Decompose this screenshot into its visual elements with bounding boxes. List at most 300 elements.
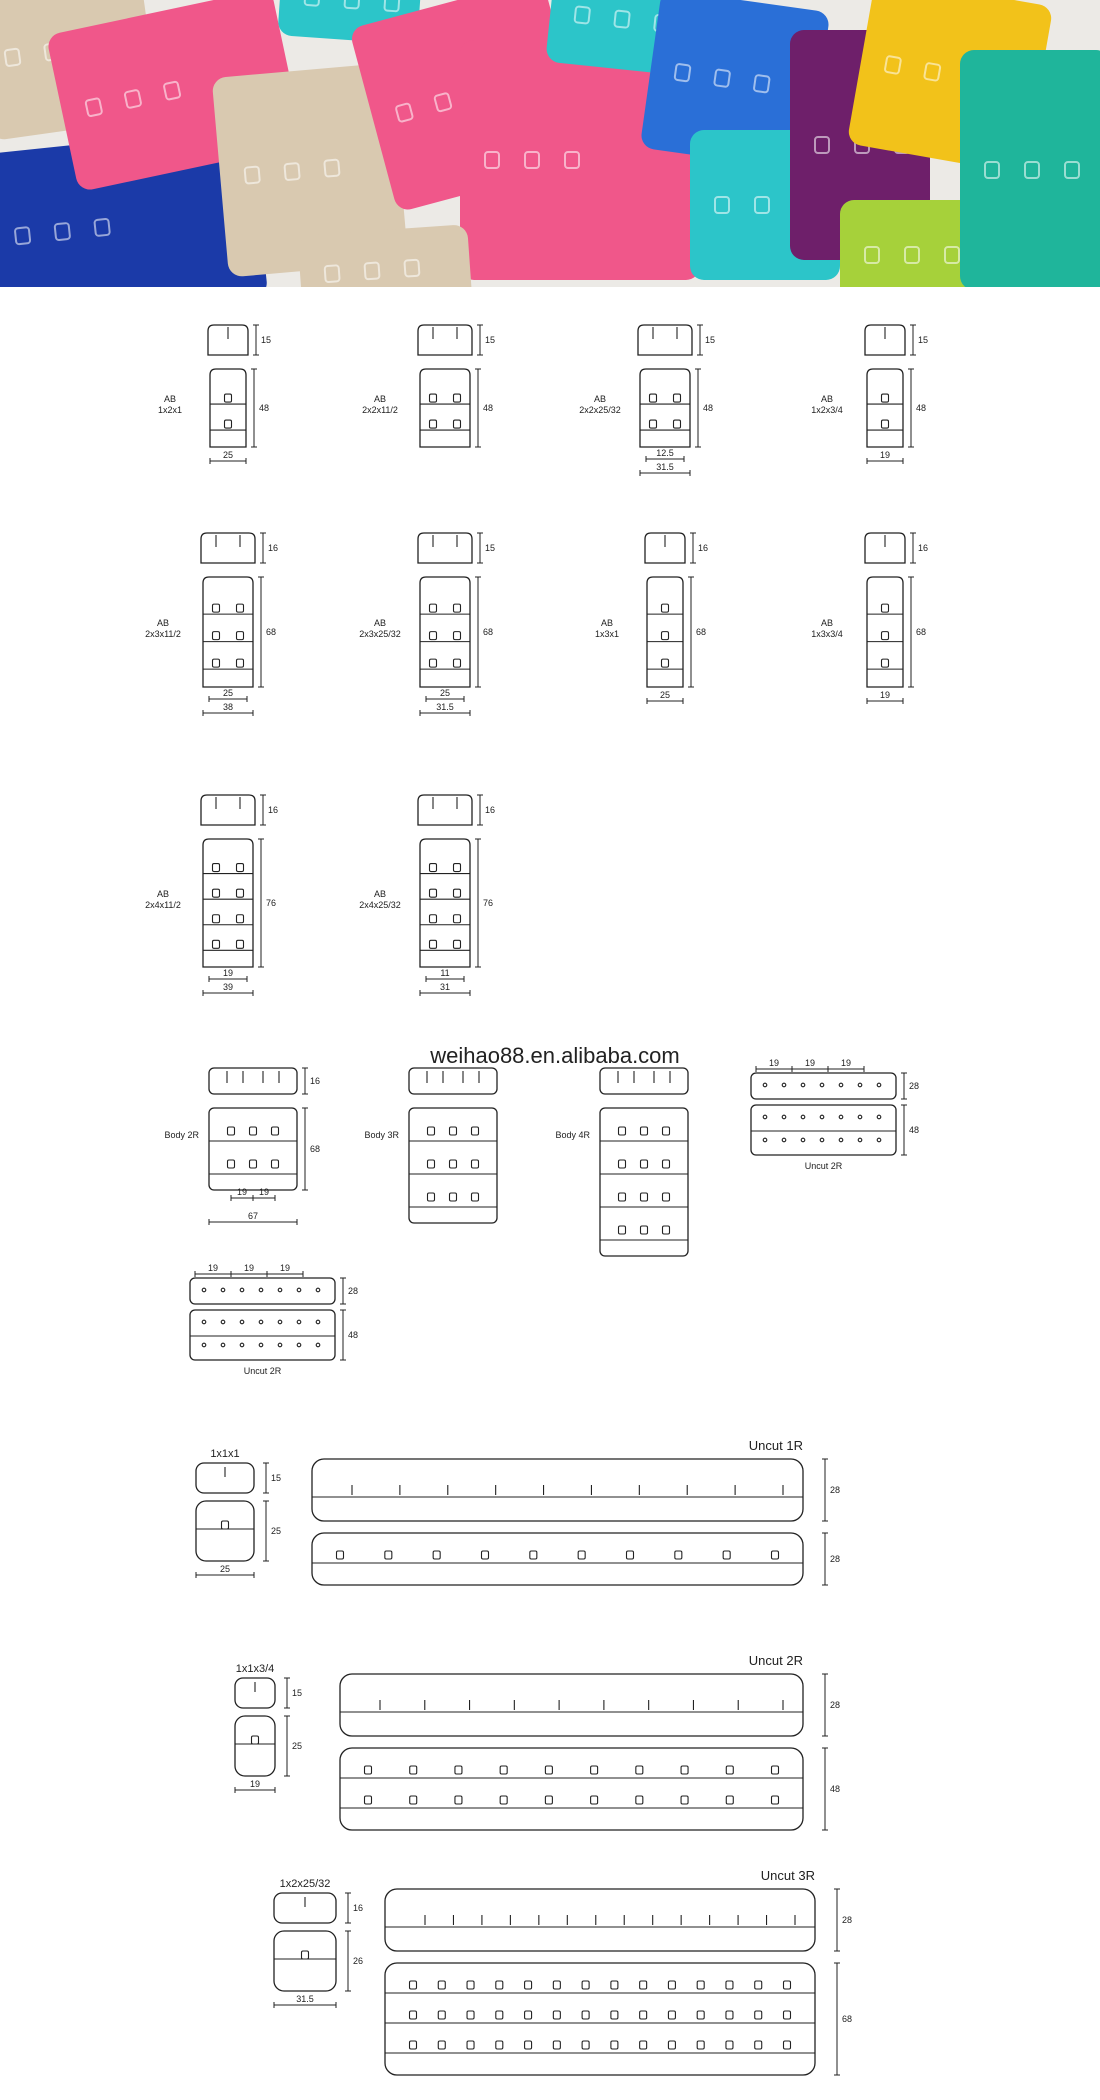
- eye-loop: [627, 1551, 634, 1559]
- eye-loop: [636, 1766, 643, 1774]
- dimension-label: 28: [830, 1485, 841, 1495]
- eye-loop: [553, 2011, 560, 2019]
- eye-loop: [525, 2041, 532, 2049]
- eye-loop: [438, 1981, 445, 1989]
- model-code-label: 1x1x1: [210, 1448, 240, 1460]
- eye-loop: [450, 1160, 457, 1168]
- dimension-label: 48: [483, 403, 494, 413]
- hook-piece: [209, 1068, 297, 1094]
- model-code-label: AB: [156, 889, 170, 899]
- model-code-label: AB: [373, 394, 387, 404]
- eye-loop: [454, 864, 461, 872]
- model-code-label: AB: [163, 394, 177, 404]
- eye-loop: [882, 394, 889, 402]
- eye-piece: [196, 1501, 254, 1561]
- eye-loop: [467, 1981, 474, 1989]
- eye-loop: [545, 1766, 552, 1774]
- eye-loop: [365, 1796, 372, 1804]
- dimension-label: 12.5: [656, 448, 674, 458]
- dimension-label: 68: [483, 627, 494, 637]
- hook-piece: [638, 325, 692, 355]
- eye-loop: [430, 864, 437, 872]
- eye-loop: [467, 2041, 474, 2049]
- dimension-label: 28: [348, 1286, 359, 1296]
- dimension-label: 19: [243, 1263, 255, 1273]
- eye-loop: [662, 604, 669, 612]
- eye-loop: [228, 1160, 235, 1168]
- eye-loop: [784, 2041, 791, 2049]
- hook-dot: [858, 1083, 862, 1087]
- dimension-label: 38: [222, 702, 234, 712]
- model-code-label: 2x2x25/32: [579, 405, 621, 415]
- eye-loop: [496, 2041, 503, 2049]
- model-code-label: 1x3x1: [594, 629, 620, 639]
- eye-loop: [650, 420, 657, 428]
- eye-loop: [430, 940, 437, 948]
- dimension-label: 48: [916, 403, 927, 413]
- eye-loop: [454, 632, 461, 640]
- dimension-label: 25: [659, 690, 671, 700]
- eye-loop: [337, 1551, 344, 1559]
- eye-loop: [755, 2011, 762, 2019]
- eye-loop: [438, 2011, 445, 2019]
- eye-loop: [681, 1766, 688, 1774]
- eye-loop: [882, 420, 889, 428]
- dimension-label: 15: [705, 335, 716, 345]
- ab-diagram: [579, 325, 715, 476]
- dimension-label: 28: [830, 1554, 841, 1564]
- eye-loop: [222, 1521, 229, 1529]
- hook-dot: [240, 1288, 244, 1292]
- ab-diagram: [811, 533, 928, 704]
- hook-dot: [763, 1083, 767, 1087]
- eye-loop: [237, 940, 244, 948]
- eye-dot: [877, 1115, 881, 1119]
- dimension-label: 68: [696, 627, 707, 637]
- dimension-label: 25: [222, 688, 234, 698]
- eye-loop: [410, 1981, 417, 1989]
- dimension-label: 25: [271, 1526, 282, 1536]
- model-code-label: AB: [600, 618, 614, 628]
- eye-loop: [454, 915, 461, 923]
- eye-loop: [450, 1127, 457, 1135]
- eye-dot: [801, 1138, 805, 1142]
- eye-loop: [882, 604, 889, 612]
- uncut-label: Uncut 2R: [804, 1161, 843, 1171]
- eye-loop: [650, 394, 657, 402]
- model-code-label: 1x1x3/4: [235, 1663, 275, 1675]
- eye-loop: [582, 2011, 589, 2019]
- eye-piece: [203, 839, 253, 967]
- dimension-label: 48: [703, 403, 714, 413]
- uncut-section: [235, 1653, 840, 1830]
- eye-loop: [882, 632, 889, 640]
- eye-loop: [272, 1160, 279, 1168]
- dimension-label: 16: [268, 805, 279, 815]
- eye-loop: [640, 1981, 647, 1989]
- dimension-label: 25: [439, 688, 451, 698]
- eye-loop: [410, 2011, 417, 2019]
- eye-loop: [662, 632, 669, 640]
- eye-dot: [316, 1343, 320, 1347]
- eye-dot: [820, 1138, 824, 1142]
- dimension-label: 31: [439, 982, 451, 992]
- dimension-label: 68: [266, 627, 277, 637]
- model-code-label: AB: [156, 618, 170, 628]
- uncut-hook-strip: [312, 1459, 803, 1521]
- uncut-section: [274, 1868, 852, 2075]
- eye-loop: [755, 2041, 762, 2049]
- eye-loop: [668, 1981, 675, 1989]
- ab-diagram: [359, 795, 495, 996]
- dimension-label: 76: [266, 898, 277, 908]
- dimension-label: 16: [353, 1903, 364, 1913]
- eye-piece: [640, 369, 690, 447]
- eye-loop: [213, 915, 220, 923]
- dimension-label: 16: [918, 543, 929, 553]
- eye-dot: [221, 1343, 225, 1347]
- eye-loop: [611, 2011, 618, 2019]
- dimension-label: 16: [698, 543, 709, 553]
- dimension-label: 28: [842, 1915, 853, 1925]
- uncut-eye-strip: [190, 1310, 335, 1360]
- dimension-label: 19: [879, 690, 891, 700]
- dimension-label: 15: [485, 543, 496, 553]
- dimension-label: 28: [830, 1700, 841, 1710]
- eye-dot: [278, 1343, 282, 1347]
- hook-dot: [297, 1288, 301, 1292]
- eye-piece: [210, 369, 246, 447]
- eye-loop: [726, 1766, 733, 1774]
- dimension-label: 31.5: [436, 702, 454, 712]
- dimension-label: 68: [916, 627, 927, 637]
- eye-loop: [619, 1160, 626, 1168]
- uncut-eye-strip: [751, 1105, 896, 1155]
- model-code-label: Body 2R: [164, 1130, 199, 1140]
- eye-loop: [237, 659, 244, 667]
- eye-loop: [525, 2011, 532, 2019]
- eye-loop: [237, 915, 244, 923]
- eye-dot: [202, 1343, 206, 1347]
- dimension-label: 39: [222, 982, 234, 992]
- eye-loop: [697, 2041, 704, 2049]
- eye-loop: [430, 915, 437, 923]
- eye-loop: [213, 659, 220, 667]
- eye-dot: [221, 1320, 225, 1324]
- dimension-label: 15: [261, 335, 272, 345]
- eye-dot: [297, 1343, 301, 1347]
- eye-loop: [237, 864, 244, 872]
- eye-loop: [455, 1766, 462, 1774]
- model-code-label: AB: [373, 889, 387, 899]
- eye-dot: [278, 1320, 282, 1324]
- dimension-label: 67: [247, 1211, 259, 1221]
- eye-loop: [454, 889, 461, 897]
- uncut-title: Uncut 2R: [748, 1653, 803, 1668]
- dimension-label: 68: [310, 1144, 321, 1154]
- eye-loop: [430, 420, 437, 428]
- eye-loop: [726, 2041, 733, 2049]
- hook-dot: [278, 1288, 282, 1292]
- dimension-label: 48: [259, 403, 270, 413]
- dimension-label: 48: [348, 1330, 359, 1340]
- hook-dot: [316, 1288, 320, 1292]
- ab-diagram: [595, 533, 708, 704]
- eye-loop: [454, 659, 461, 667]
- eye-piece: [235, 1716, 275, 1776]
- eye-loop: [213, 632, 220, 640]
- eye-loop: [530, 1551, 537, 1559]
- eye-dot: [877, 1138, 881, 1142]
- model-code-label: AB: [820, 618, 834, 628]
- eye-dot: [316, 1320, 320, 1324]
- uncut-diagram: [190, 1263, 358, 1376]
- eye-loop: [641, 1193, 648, 1201]
- uncut-section: [196, 1438, 840, 1585]
- body-diagram: [555, 1068, 688, 1256]
- dimension-label: 19: [207, 1263, 219, 1273]
- eye-loop: [237, 604, 244, 612]
- model-code-label: 1x2x25/32: [279, 1878, 331, 1890]
- eye-dot: [763, 1138, 767, 1142]
- dimension-label: 28: [909, 1081, 920, 1091]
- eye-dot: [240, 1320, 244, 1324]
- eye-loop: [213, 604, 220, 612]
- hook-dot: [259, 1288, 263, 1292]
- eye-dot: [259, 1343, 263, 1347]
- eye-dot: [297, 1320, 301, 1324]
- uncut-eye-strip: [340, 1748, 803, 1830]
- eye-loop: [726, 1796, 733, 1804]
- model-code-label: AB: [373, 618, 387, 628]
- eye-dot: [782, 1115, 786, 1119]
- eye-loop: [662, 659, 669, 667]
- model-code-label: 2x4x25/32: [359, 900, 401, 910]
- hook-piece: [201, 533, 255, 563]
- dimension-label: 19: [249, 1779, 261, 1789]
- dimension-label: 26: [353, 1956, 364, 1966]
- dimension-label: 15: [485, 335, 496, 345]
- eye-loop: [553, 1981, 560, 1989]
- dimension-label: 11: [440, 968, 450, 978]
- eye-loop: [428, 1160, 435, 1168]
- eye-loop: [640, 2011, 647, 2019]
- eye-dot: [782, 1138, 786, 1142]
- eye-loop: [582, 1981, 589, 1989]
- eye-loop: [641, 1127, 648, 1135]
- eye-loop: [641, 1160, 648, 1168]
- eye-loop: [450, 1193, 457, 1201]
- dimension-label: 15: [918, 335, 929, 345]
- eye-loop: [500, 1796, 507, 1804]
- eye-piece: [420, 369, 470, 447]
- ab-diagram: [362, 325, 495, 447]
- eye-loop: [410, 1796, 417, 1804]
- eye-loop: [882, 659, 889, 667]
- hook-dot: [839, 1083, 843, 1087]
- eye-loop: [430, 604, 437, 612]
- eye-loop: [455, 1796, 462, 1804]
- dimension-label: 25: [219, 1564, 231, 1574]
- eye-loop: [250, 1127, 257, 1135]
- uncut-title: Uncut 3R: [760, 1868, 815, 1883]
- eye-loop: [611, 1981, 618, 1989]
- eye-loop: [454, 394, 461, 402]
- eye-loop: [640, 2041, 647, 2049]
- eye-loop: [472, 1193, 479, 1201]
- hook-dot: [801, 1083, 805, 1087]
- eye-loop: [726, 1981, 733, 1989]
- eye-dot: [820, 1115, 824, 1119]
- dimension-label: 19: [258, 1187, 270, 1197]
- dimension-label: 15: [271, 1473, 282, 1483]
- ab-diagram: [359, 533, 495, 716]
- eye-loop: [428, 1127, 435, 1135]
- hook-dot: [820, 1083, 824, 1087]
- uncut-label: Uncut 2R: [243, 1366, 282, 1376]
- hook-piece: [600, 1068, 688, 1094]
- hook-piece: [418, 325, 472, 355]
- dimension-label: 16: [485, 805, 496, 815]
- eye-loop: [755, 1981, 762, 1989]
- eye-loop: [250, 1160, 257, 1168]
- eye-loop: [772, 1551, 779, 1559]
- eye-loop: [668, 2011, 675, 2019]
- eye-piece: [867, 369, 903, 447]
- model-code-label: AB: [820, 394, 834, 404]
- eye-loop: [430, 394, 437, 402]
- eye-loop: [663, 1127, 670, 1135]
- dimension-label: 48: [909, 1125, 920, 1135]
- eye-loop: [697, 1981, 704, 1989]
- model-code-label: 1x3x3/4: [811, 629, 843, 639]
- hook-dot: [782, 1083, 786, 1087]
- eye-loop: [467, 2011, 474, 2019]
- model-code-label: 2x3x25/32: [359, 629, 401, 639]
- eye-loop: [496, 2011, 503, 2019]
- eye-loop: [237, 632, 244, 640]
- uncut-title: Uncut 1R: [748, 1438, 803, 1453]
- dimension-label: 19: [804, 1058, 816, 1068]
- eye-dot: [259, 1320, 263, 1324]
- dimension-diagrams: [0, 287, 1100, 2100]
- eye-loop: [681, 1796, 688, 1804]
- ab-diagram: [145, 795, 278, 996]
- dimension-label: 16: [310, 1076, 321, 1086]
- eye-loop: [438, 2041, 445, 2049]
- dimension-label: 48: [830, 1784, 841, 1794]
- dimension-label: 15: [292, 1688, 303, 1698]
- body-diagram: [164, 1068, 320, 1225]
- dimension-label: 19: [222, 968, 234, 978]
- eye-dot: [202, 1320, 206, 1324]
- eye-loop: [675, 1551, 682, 1559]
- dimension-label: 31.5: [656, 462, 674, 472]
- eye-loop: [784, 2011, 791, 2019]
- eye-piece: [420, 839, 470, 967]
- eye-loop: [385, 1551, 392, 1559]
- eye-loop: [410, 1766, 417, 1774]
- body-diagram: [364, 1068, 497, 1223]
- eye-piece: [203, 577, 253, 687]
- dimension-label: 19: [768, 1058, 780, 1068]
- eye-loop: [784, 1981, 791, 1989]
- uncut-hook-strip: [340, 1674, 803, 1736]
- dimension-label: 76: [483, 898, 494, 908]
- dimension-label: 31.5: [296, 1994, 314, 2004]
- model-code-label: Body 3R: [364, 1130, 399, 1140]
- eye-loop: [365, 1766, 372, 1774]
- eye-loop: [213, 889, 220, 897]
- eye-loop: [433, 1551, 440, 1559]
- eye-loop: [302, 1951, 309, 1959]
- model-code-label: 1x2x3/4: [811, 405, 843, 415]
- eye-dot: [839, 1138, 843, 1142]
- dimension-label: 19: [840, 1058, 852, 1068]
- ab-diagram: [158, 325, 271, 464]
- eye-loop: [225, 394, 232, 402]
- eye-loop: [430, 659, 437, 667]
- hook-piece: [409, 1068, 497, 1094]
- eye-loop: [454, 420, 461, 428]
- watermark-text: weihao88.en.alibaba.com: [430, 1043, 680, 1068]
- ab-diagram: [145, 533, 278, 716]
- eye-loop: [641, 1226, 648, 1234]
- eye-loop: [674, 394, 681, 402]
- eye-loop: [454, 604, 461, 612]
- model-code-label: 1x2x1: [157, 405, 183, 415]
- eye-loop: [619, 1226, 626, 1234]
- eye-dot: [763, 1115, 767, 1119]
- dimension-label: 16: [268, 543, 279, 553]
- eye-dot: [858, 1115, 862, 1119]
- hook-piece: [201, 795, 255, 825]
- eye-loop: [697, 2011, 704, 2019]
- eye-loop: [663, 1160, 670, 1168]
- eye-dot: [839, 1115, 843, 1119]
- dimension-label: 25: [292, 1741, 303, 1751]
- eye-loop: [553, 2041, 560, 2049]
- eye-loop: [525, 1981, 532, 1989]
- eye-loop: [663, 1193, 670, 1201]
- eye-loop: [213, 940, 220, 948]
- product-photo-banner: [0, 0, 1100, 287]
- eye-loop: [500, 1766, 507, 1774]
- eye-piece: [274, 1931, 336, 1991]
- eye-loop: [430, 632, 437, 640]
- eye-loop: [619, 1127, 626, 1135]
- eye-piece: [420, 577, 470, 687]
- eye-loop: [472, 1127, 479, 1135]
- eye-loop: [428, 1193, 435, 1201]
- eye-loop: [668, 2041, 675, 2049]
- eye-loop: [213, 864, 220, 872]
- eye-loop: [496, 1981, 503, 1989]
- eye-loop: [674, 420, 681, 428]
- dimension-label: 25: [222, 450, 234, 460]
- dimension-label: 19: [279, 1263, 291, 1273]
- eye-loop: [611, 2041, 618, 2049]
- eye-piece: [209, 1108, 297, 1190]
- dimension-label: 68: [842, 2014, 853, 2024]
- eye-loop: [454, 940, 461, 948]
- eye-dot: [858, 1138, 862, 1142]
- eye-loop: [410, 2041, 417, 2049]
- model-code-label: Body 4R: [555, 1130, 590, 1140]
- uncut-eye-strip: [385, 1963, 815, 2075]
- eye-dot: [240, 1343, 244, 1347]
- eye-loop: [272, 1127, 279, 1135]
